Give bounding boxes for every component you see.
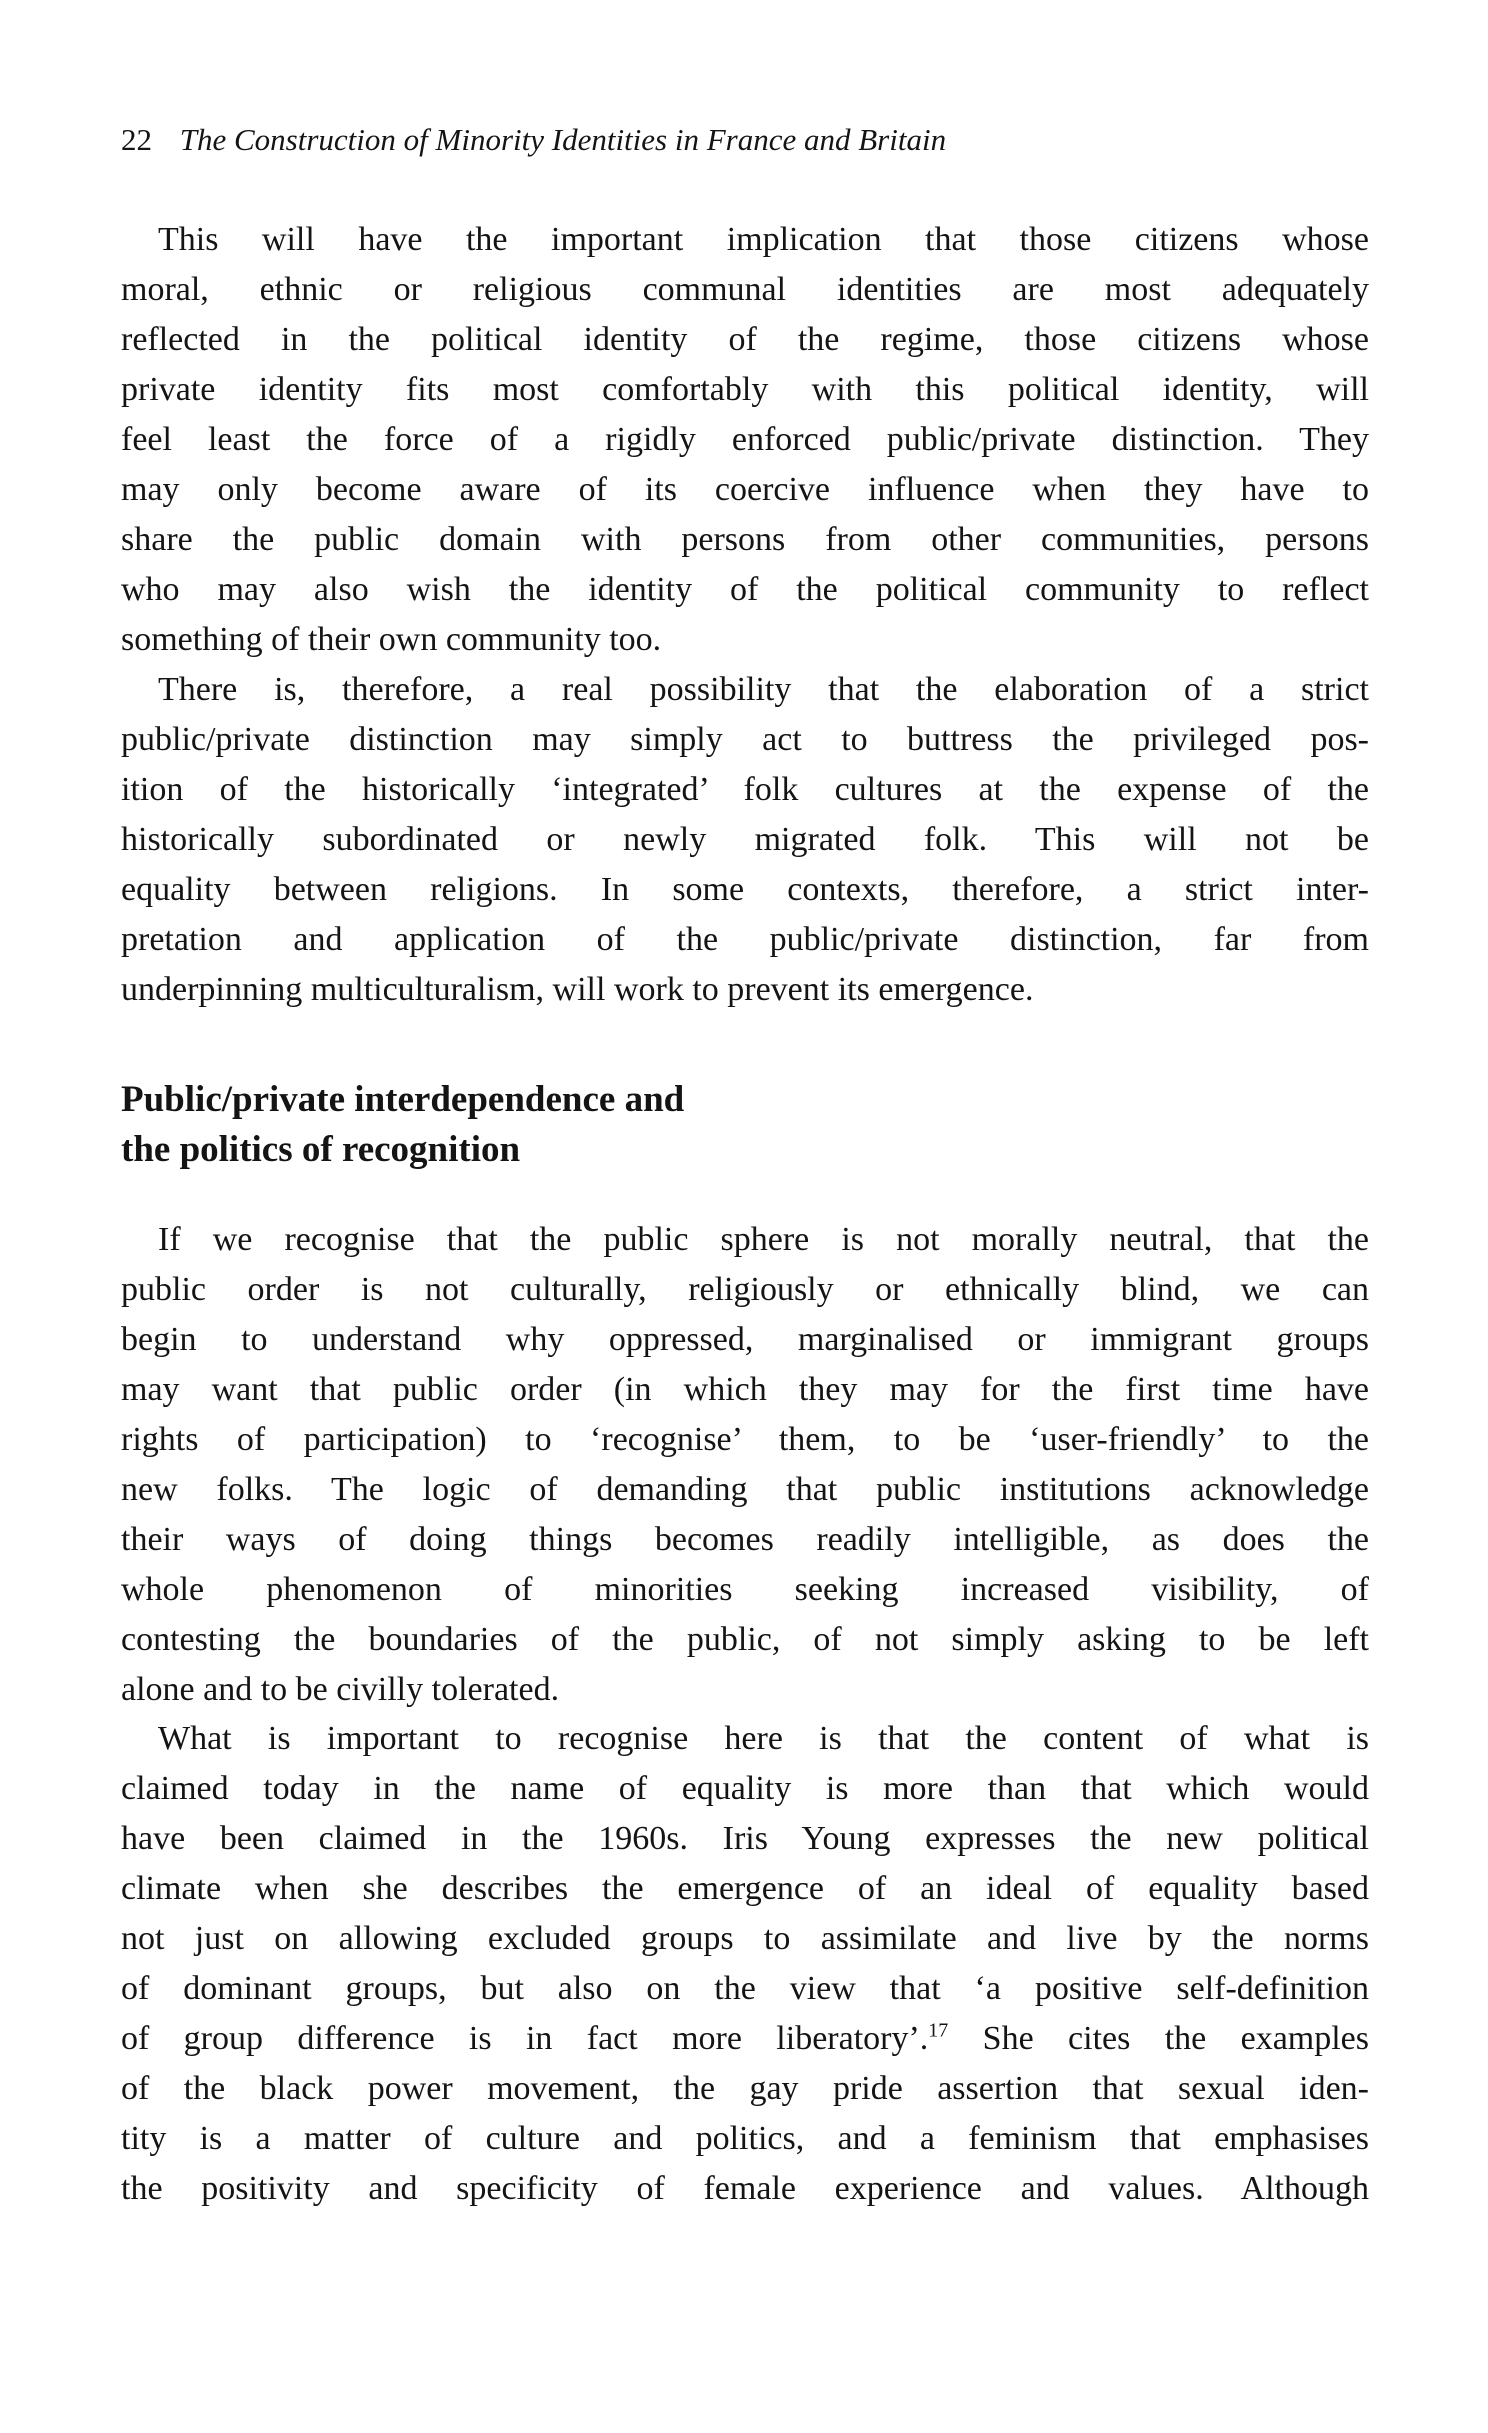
- text-line: share the public domain with persons from other communities, persons: [121, 521, 1369, 558]
- text-line: What is important to recognise here is that the content of what is: [158, 1720, 1369, 1757]
- running-title: The Construction of Minority Identities in France and Britain: [179, 122, 947, 157]
- text-line: not just on allowing excluded groups to assimilate and live by the norms: [121, 1920, 1369, 1957]
- paragraph-2: [121, 665, 1369, 1015]
- text-line: tity is a matter of culture and politics, and a feminism that emphasises: [121, 2120, 1369, 2157]
- text-span: She cites the examples: [948, 2020, 1369, 2057]
- paragraph-4: [121, 1714, 1369, 2214]
- text-line: private identity fits most comfortably with this political identity, will: [121, 371, 1369, 408]
- text-line: moral, ethnic or religious communal identities are most adequately: [121, 271, 1369, 308]
- text-line: rights of participation) to ‘recognise’ them, to be ‘user-friendly’ to the: [121, 1421, 1369, 1458]
- text-line: may only become aware of its coercive influence when they have to: [121, 471, 1369, 508]
- page-number: 22: [121, 122, 152, 157]
- text-line: the positivity and specificity of female experience and values. Although: [121, 2170, 1369, 2207]
- text-line: have been claimed in the 1960s. Iris Young expresses the new political: [121, 1820, 1369, 1857]
- text-line: public order is not culturally, religiously or ethnically blind, we can: [121, 1271, 1369, 1308]
- text-line: who may also wish the identity of the political community to reflect: [121, 571, 1369, 608]
- paragraph-3: [121, 1215, 1369, 1715]
- text-line: [121, 2014, 1369, 2064]
- text-line: If we recognise that the public sphere is not morally neutral, that the: [158, 1221, 1369, 1258]
- text-line: their ways of doing things becomes readily intelligible, as does the: [121, 1521, 1369, 1558]
- paragraph-1: [121, 215, 1369, 665]
- text-line: of the black power movement, the gay pride assertion that sexual iden-: [121, 2070, 1369, 2107]
- section-heading-line: the politics of recognition: [121, 1129, 521, 1170]
- footnote-ref[interactable]: 17: [928, 2019, 949, 2042]
- running-header: [121, 118, 946, 162]
- text-line: public/private distinction may simply act to buttress the privileged pos-: [121, 721, 1369, 758]
- text-line: something of their own community too.: [121, 621, 662, 658]
- text-line: new folks. The logic of demanding that public institutions acknowledge: [121, 1471, 1369, 1508]
- text-line: climate when she describes the emergence of an ideal of equality based: [121, 1870, 1369, 1907]
- text-line: of dominant groups, but also on the view that ‘a positive self-definition: [121, 1970, 1369, 2007]
- text-line: may want that public order (in which they may for the first time have: [121, 1371, 1369, 1408]
- text-line: alone and to be civilly tolerated.: [121, 1671, 560, 1708]
- text-line: begin to understand why oppressed, marginalised or immigrant groups: [121, 1321, 1369, 1358]
- text-line: This will have the important implication that those citizens whose: [158, 221, 1369, 258]
- text-line: underpinning multiculturalism, will work to prevent its emergence.: [121, 971, 1034, 1008]
- text-line: historically subordinated or newly migrated folk. This will not be: [121, 821, 1369, 858]
- section-heading-line: Public/private interdependence and: [121, 1079, 685, 1120]
- text-line: contesting the boundaries of the public, of not simply asking to be left: [121, 1621, 1369, 1658]
- text-line: pretation and application of the public/private distinction, far from: [121, 921, 1369, 958]
- section-heading: [121, 1075, 684, 1175]
- text-line: claimed today in the name of equality is more than that which would: [121, 1770, 1369, 1807]
- text-line: equality between religions. In some contexts, therefore, a strict inter-: [121, 871, 1369, 908]
- text-line: feel least the force of a rigidly enforced public/private distinction. They: [121, 421, 1369, 458]
- text-line: whole phenomenon of minorities seeking increased visibility, of: [121, 1571, 1369, 1608]
- text-line: reflected in the political identity of the regime, those citizens whose: [121, 321, 1369, 358]
- text-line: ition of the historically ‘integrated’ folk cultures at the expense of the: [121, 771, 1369, 808]
- text-line: There is, therefore, a real possibility that the elaboration of a strict: [158, 671, 1369, 708]
- text-span: of group difference is in fact more liberatory’.: [121, 2020, 929, 2057]
